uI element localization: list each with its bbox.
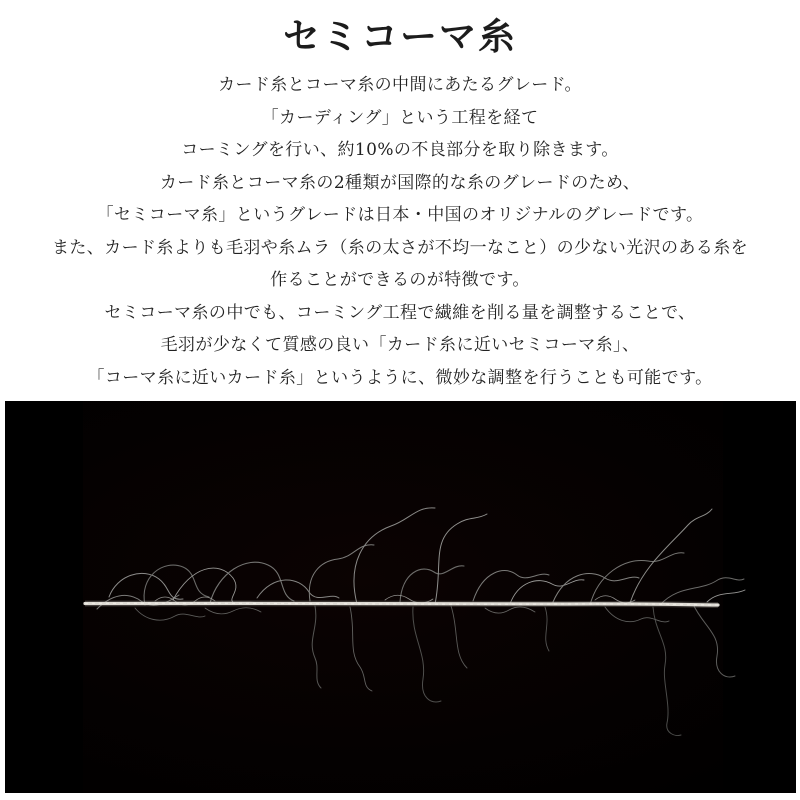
description-line: 毛羽が少なくて質感の良い「カード糸に近いセミコーマ糸」、 (160, 335, 640, 355)
page-title: セミコーマ糸 (283, 14, 517, 58)
yarn-photo-graphic (5, 401, 796, 793)
description-line: また、カード糸よりも毛羽や糸ムラ（糸の太さが不均一なこと）の少ない光沢のある糸を (52, 237, 748, 258)
description-line: 作ることができるのが特徴です。 (270, 270, 530, 290)
description-line: 「コーマ糸に近いカード糸」というように、微妙な調整を行うことも可能です。 (87, 367, 713, 388)
description-line: カード糸とコーマ糸の中間にあたるグレード。 (218, 75, 582, 95)
description-line: 「カーディング」という工程を経て (261, 107, 539, 128)
description-block (0, 69, 800, 394)
description-line: カード糸とコーマ糸の2種類が国際的な糸のグレードのため、 (159, 172, 641, 193)
yarn-thread (85, 603, 718, 605)
description-line: 「セミコーマ糸」というグレードは日本・中国のオリジナルのグレードです。 (96, 205, 704, 225)
yarn-macro-photo (5, 401, 796, 793)
description-line: セミコーマ糸の中でも、コーミング工程で繊維を削る量を調整することで、 (104, 302, 696, 323)
description-line: コーミングを行い、約10%の不良部分を取り除きます。 (181, 140, 619, 160)
